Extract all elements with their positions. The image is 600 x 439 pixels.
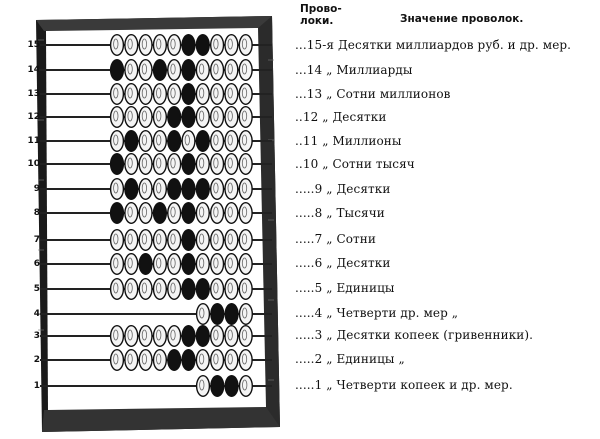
abacus-bead-light (239, 326, 252, 347)
abacus-bead-light (239, 60, 252, 81)
abacus-bead-light (239, 84, 252, 105)
abacus-bead-light (125, 350, 138, 371)
abacus-bead-light (211, 279, 224, 300)
abacus-bead-light (225, 203, 238, 224)
abacus-bead-light (125, 203, 138, 224)
abacus-bead-light (196, 107, 209, 128)
abacus-bead-light (168, 326, 181, 347)
abacus-bead-light (139, 131, 152, 152)
abacus-bead-dark (182, 254, 195, 275)
abacus-bead-light (111, 230, 124, 251)
abacus-bead-light (139, 107, 152, 128)
abacus-bead-light (168, 203, 181, 224)
abacus-bead-dark (125, 179, 138, 200)
abacus-bead-light (240, 376, 253, 397)
abacus-bead-light (154, 131, 167, 152)
abacus-bead-dark (111, 60, 124, 81)
wire-number: 15 (27, 40, 40, 50)
abacus-bead-light (225, 230, 238, 251)
abacus-bead-light (125, 230, 138, 251)
wire-meaning-label: .....7 „ Сотни (295, 232, 376, 246)
wire-meaning-label: ...14 „ Миллиарды (295, 63, 413, 77)
abacus-bead-light (111, 35, 124, 56)
abacus-bead-light (125, 84, 138, 105)
wire-number: 5 (33, 284, 40, 294)
abacus-bead-light (211, 326, 224, 347)
abacus-bead-dark (182, 154, 195, 175)
wire-number: 14 (27, 65, 40, 75)
abacus-bead-dark (211, 376, 224, 397)
abacus-bead-light (139, 203, 152, 224)
abacus-bead-light (211, 203, 224, 224)
wire-number: 13 (27, 89, 40, 99)
abacus-bead-dark (168, 350, 181, 371)
abacus-bead-light (196, 254, 209, 275)
abacus-bead-light (154, 230, 167, 251)
wire-number: 9 (33, 184, 40, 194)
abacus-bead-light (111, 131, 124, 152)
abacus-bead-light (239, 350, 252, 371)
abacus-bead-light (111, 279, 124, 300)
abacus-bead-light (225, 179, 238, 200)
abacus-bead-light (211, 179, 224, 200)
abacus-bead-light (168, 84, 181, 105)
abacus-bead-light (225, 326, 238, 347)
abacus-bead-light (225, 60, 238, 81)
abacus-bead-dark (225, 304, 238, 325)
wire-number: 3 (33, 331, 40, 341)
abacus-bead-dark (182, 35, 195, 56)
wire-meaning-label: ..12 „ Десятки (295, 110, 387, 124)
abacus-bead-light (225, 350, 238, 371)
wire-header-line-2: локи. (300, 15, 334, 27)
wire-number: 2 (33, 355, 40, 365)
abacus-bead-dark (182, 279, 195, 300)
abacus-bead-light (225, 84, 238, 105)
abacus-bead-light (225, 154, 238, 175)
abacus-bead-light (168, 154, 181, 175)
abacus-bead-dark (182, 60, 195, 81)
wire-number: 1 (33, 381, 40, 391)
abacus-bead-light (239, 179, 252, 200)
wire-meaning-label: .....2 „ Единицы „ (295, 352, 405, 366)
abacus-bead-light (225, 35, 238, 56)
abacus-bead-light (139, 279, 152, 300)
abacus-bead-light (168, 60, 181, 81)
abacus-bead-light (211, 254, 224, 275)
abacus-bead-light (197, 376, 210, 397)
abacus-bead-light (196, 230, 209, 251)
wire-number: 10 (27, 159, 40, 169)
abacus-bead-light (139, 179, 152, 200)
abacus-bead-dark (225, 376, 238, 397)
abacus-bead-light (196, 203, 209, 224)
abacus-bead-light (139, 326, 152, 347)
wire-meaning-label: .....8 „ Тысячи (295, 206, 385, 220)
wire-number: 11 (27, 136, 40, 146)
wire-number: 12 (27, 112, 40, 122)
abacus-bead-light (239, 35, 252, 56)
abacus-bead-light (239, 279, 252, 300)
wire-header-line-1: Прово- (300, 3, 342, 15)
abacus-bead-light (154, 35, 167, 56)
abacus-bead-light (240, 304, 253, 325)
abacus-bead-light (168, 230, 181, 251)
abacus-bead-dark (154, 203, 167, 224)
abacus-bead-dark (168, 179, 181, 200)
abacus-bead-light (111, 179, 124, 200)
abacus-bead-light (196, 60, 209, 81)
abacus-bead-light (211, 154, 224, 175)
abacus-bead-dark (182, 203, 195, 224)
abacus-bead-dark (182, 179, 195, 200)
abacus-bead-light (182, 131, 195, 152)
abacus-bead-light (154, 179, 167, 200)
abacus-bead-light (154, 107, 167, 128)
abacus-bead-light (168, 279, 181, 300)
abacus-bead-light (239, 107, 252, 128)
abacus-bead-light (196, 84, 209, 105)
abacus-bead-light (139, 84, 152, 105)
abacus-bead-light (139, 230, 152, 251)
abacus-bead-light (239, 203, 252, 224)
wire-meaning-label: .....4 „ Четверти др. мер „ (295, 306, 459, 320)
abacus-bead-light (239, 131, 252, 152)
abacus-bead-light (225, 131, 238, 152)
wire-meaning-label: ..11 „ Миллионы (295, 134, 402, 148)
abacus-bead-dark (196, 326, 209, 347)
abacus-bead-light (139, 60, 152, 81)
abacus-bead-light (154, 154, 167, 175)
abacus-bead-light (225, 279, 238, 300)
abacus-bead-dark (182, 107, 195, 128)
wire-column-header (300, 3, 360, 27)
abacus-bead-light (125, 279, 138, 300)
wire-number: 6 (33, 259, 40, 269)
abacus-bead-dark (182, 230, 195, 251)
wire-meaning-label: .....1 „ Четверти копеек и др. мер. (295, 378, 513, 392)
abacus-bead-light (196, 154, 209, 175)
abacus-bead-light (211, 84, 224, 105)
abacus-bead-light (125, 107, 138, 128)
abacus-bead-light (154, 350, 167, 371)
abacus-bead-dark (182, 84, 195, 105)
abacus-bead-light (111, 326, 124, 347)
abacus-bead-dark (139, 254, 152, 275)
abacus-bead-dark (211, 304, 224, 325)
abacus-bead-light (154, 326, 167, 347)
frame-bottom-face (42, 407, 280, 432)
abacus-bead-light (211, 131, 224, 152)
wire-meaning-label: .....6 „ Десятки (295, 256, 391, 270)
abacus-bead-dark (182, 326, 195, 347)
abacus-bead-light (125, 60, 138, 81)
abacus-bead-light (111, 107, 124, 128)
abacus-bead-light (196, 350, 209, 371)
abacus-bead-light (154, 254, 167, 275)
abacus-bead-light (211, 107, 224, 128)
abacus-bead-dark (196, 35, 209, 56)
abacus-bead-light (211, 35, 224, 56)
abacus-bead-light (139, 350, 152, 371)
wire-number: 4 (33, 309, 40, 319)
abacus-bead-light (239, 154, 252, 175)
abacus-bead-dark (168, 131, 181, 152)
abacus-bead-dark (196, 179, 209, 200)
abacus-bead-dark (196, 131, 209, 152)
abacus-bead-light (139, 154, 152, 175)
abacus-bead-light (139, 35, 152, 56)
abacus-bead-light (168, 254, 181, 275)
wire-meaning-label: ...13 „ Сотни миллионов (295, 87, 451, 101)
abacus-bead-light (154, 84, 167, 105)
wire-meaning-label: ..10 „ Сотни тысяч (295, 157, 415, 171)
abacus-bead-light (225, 254, 238, 275)
abacus-bead-light (211, 60, 224, 81)
abacus-bead-light (125, 35, 138, 56)
abacus-bead-dark (196, 279, 209, 300)
abacus-bead-dark (182, 350, 195, 371)
abacus-bead-light (125, 154, 138, 175)
abacus-bead-dark (111, 154, 124, 175)
abacus-bead-light (154, 279, 167, 300)
wire-meaning-label: .....9 „ Десятки (295, 182, 391, 196)
abacus-bead-light (168, 35, 181, 56)
abacus-bead-light (125, 254, 138, 275)
abacus-bead-light (211, 350, 224, 371)
meaning-column-header: Значение проволок. (400, 13, 524, 25)
abacus-bead-dark (168, 107, 181, 128)
wire-number: 8 (33, 208, 40, 218)
abacus-bead-light (125, 326, 138, 347)
abacus-bead-light (239, 254, 252, 275)
wire-meaning-label: ...15-я Десятки миллиардов руб. и др. мер. (295, 38, 572, 52)
abacus-bead-dark (125, 131, 138, 152)
abacus-bead-light (225, 107, 238, 128)
abacus-bead-light (111, 84, 124, 105)
abacus-bead-light (111, 254, 124, 275)
abacus-bead-light (111, 350, 124, 371)
wire-number: 7 (33, 235, 40, 245)
abacus-bead-light (239, 230, 252, 251)
wire-meaning-label: .....3 „ Десятки копеек (гривенники). (295, 328, 534, 342)
abacus-bead-light (197, 304, 210, 325)
abacus-bead-dark (111, 203, 124, 224)
abacus-bead-dark (154, 60, 167, 81)
wire-meaning-label: .....5 „ Единицы (295, 281, 395, 295)
abacus-bead-light (211, 230, 224, 251)
